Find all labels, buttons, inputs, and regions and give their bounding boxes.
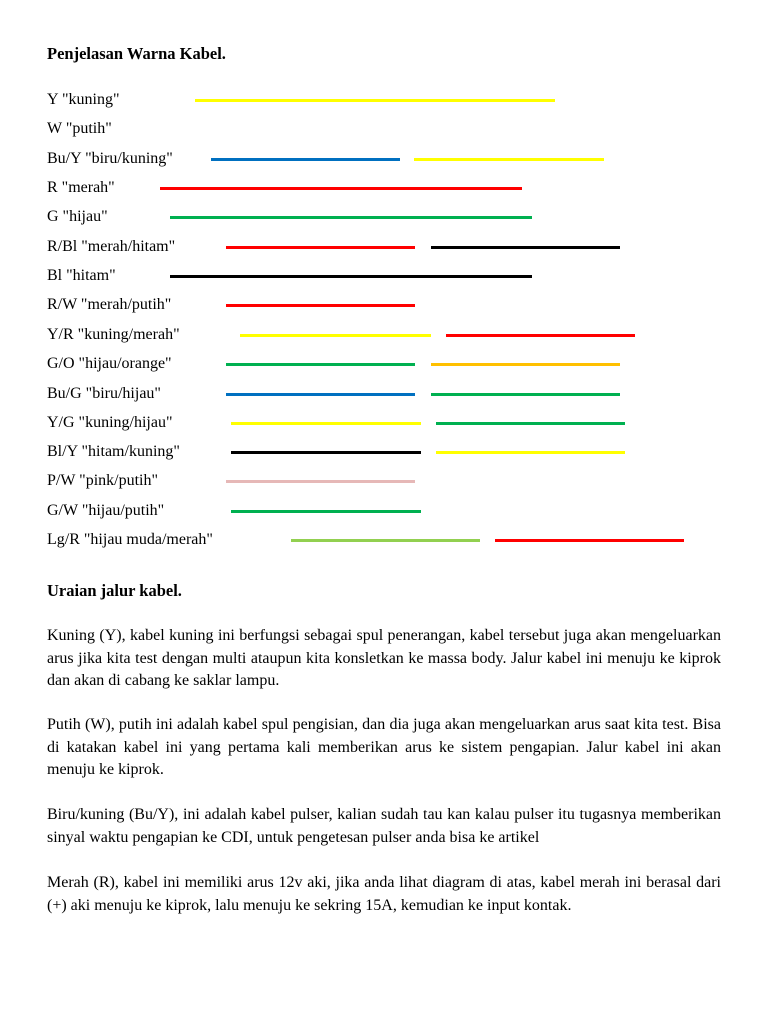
wire-row (47, 118, 727, 140)
wire-label: Lg/R "hijau muda/merah" (47, 531, 213, 548)
wire-row (47, 294, 727, 316)
wire-color-swatch (431, 246, 620, 249)
paragraph-putih: Putih (W), putih ini adalah kabel spul pengisian, dan dia juga akan mengeluarkan arus saat kita test. Bisa di katakan kabel ini yang pertama kali memberikan arus ke sistem pengapian. Jalur kabel ini akan menuju ke kiprok. (47, 716, 721, 779)
wire-row (47, 500, 727, 522)
wire-color-swatch (291, 539, 480, 542)
wire-label: Bl/Y "hitam/kuning" (47, 443, 180, 460)
wire-color-swatch (231, 451, 421, 454)
wire-row (47, 470, 727, 492)
wire-color-swatch (414, 158, 604, 161)
wire-color-swatch (211, 158, 400, 161)
wire-color-swatch (431, 363, 620, 366)
paragraph-biru-kuning: Biru/kuning (Bu/Y), ini adalah kabel pulser, kalian sudah tau kan kalau pulser itu tugasnya memberikan sinyal waktu pengapian ke CDI, untuk pengetesan pulser anda bisa ke artikel (47, 806, 721, 846)
wire-row (47, 383, 727, 405)
wire-color-swatch (240, 334, 431, 337)
wire-label: Bu/Y "biru/kuning" (47, 150, 173, 167)
wire-row (47, 412, 727, 434)
wire-row (47, 148, 727, 170)
wire-label: G/O "hijau/orange" (47, 355, 172, 372)
wire-label: G/W "hijau/putih" (47, 502, 165, 519)
wire-color-swatch (195, 99, 555, 102)
wire-color-swatch (226, 304, 415, 307)
wire-row (47, 441, 727, 463)
wire-color-swatch (170, 275, 532, 278)
wire-color-swatch (231, 422, 421, 425)
wire-label: R/W "merah/putih" (47, 296, 172, 313)
wire-label: Bl "hitam" (47, 267, 116, 284)
wire-row (47, 89, 727, 111)
wire-color-swatch (226, 363, 415, 366)
paragraph-merah: Merah (R), kabel ini memiliki arus 12v aki, jika anda lihat diagram di atas, kabel merah ini berasal dari (+) aki menuju ke kiprok, lalu menuju ke sekring 15A, kemudian ke input kontak. (47, 874, 721, 914)
wire-label: Y "kuning" (47, 91, 120, 108)
wire-label: R/Bl "merah/hitam" (47, 238, 176, 255)
wire-color-swatch (431, 393, 620, 396)
paragraph-kuning: Kuning (Y), kabel kuning ini berfungsi sebagai spul penerangan, kabel tersebut juga akan mengeluarkan arus jika kita test dengan multi ataupun kita konsletkan ke massa body. Jalur kabel ini menuju ke kiprok dan akan di cabang ke saklar lampu. (47, 627, 721, 690)
wire-color-swatch (495, 539, 684, 542)
wire-color-swatch (226, 246, 415, 249)
wire-row (47, 236, 727, 258)
section-title-wire-routes: Uraian jalur kabel. (47, 581, 182, 600)
wire-row (47, 353, 727, 375)
wire-color-swatch (226, 480, 415, 483)
wire-row (47, 206, 727, 228)
wire-color-swatch (170, 216, 532, 219)
wire-row (47, 529, 727, 551)
wire-label: W "putih" (47, 120, 112, 137)
wire-row (47, 324, 727, 346)
wire-color-swatch (231, 510, 421, 513)
wire-label: G "hijau" (47, 208, 108, 225)
wire-label: R "merah" (47, 179, 115, 196)
wire-color-swatch (446, 334, 635, 337)
wire-color-swatch (436, 451, 625, 454)
wire-label: P/W "pink/putih" (47, 472, 158, 489)
wire-label: Y/R "kuning/merah" (47, 326, 180, 343)
wire-color-swatch (226, 393, 415, 396)
wire-row (47, 177, 727, 199)
wire-color-swatch (160, 187, 522, 190)
section-title-wire-colors: Penjelasan Warna Kabel. (47, 44, 226, 63)
wire-label: Bu/G "biru/hijau" (47, 385, 161, 402)
wire-color-swatch (436, 422, 625, 425)
wire-label: Y/G "kuning/hijau" (47, 414, 173, 431)
wire-row (47, 265, 727, 287)
